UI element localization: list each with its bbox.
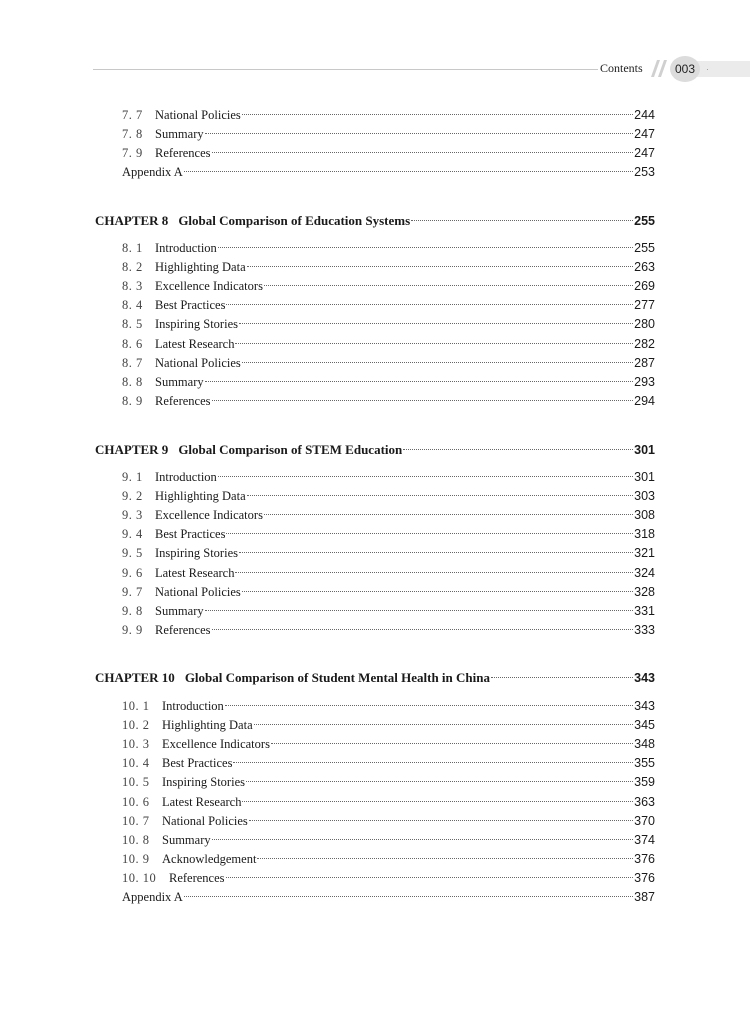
page-number: 345	[634, 718, 655, 733]
page-number: 244	[634, 108, 655, 122]
section-title: Inspiring Stories	[155, 317, 238, 332]
section-number: 10. 1	[122, 699, 150, 713]
toc-entry[interactable]	[0, 144, 750, 163]
page-number: 303	[634, 489, 655, 504]
section-title: Summary	[155, 603, 204, 618]
page-number: 376	[634, 851, 655, 866]
section-number: 10. 2	[122, 718, 150, 733]
dot-leader	[184, 171, 633, 172]
section-number: 8. 7	[122, 355, 143, 370]
section-title: National Policies	[162, 813, 248, 828]
section-number: 10. 10	[122, 870, 157, 885]
page-number: 308	[634, 508, 655, 523]
page-number: 293	[634, 374, 655, 389]
section-number: 7. 7	[122, 108, 143, 122]
toc-entry[interactable]	[0, 869, 750, 888]
section-title: Best Practices	[155, 298, 226, 313]
dot-leader	[205, 381, 634, 382]
dot-leader	[226, 877, 634, 878]
toc-entry-appendix[interactable]	[0, 163, 750, 182]
dot-leader	[212, 400, 634, 401]
toc-entry[interactable]	[0, 754, 750, 773]
page-number: 363	[634, 794, 655, 809]
toc-entry[interactable]	[0, 335, 750, 354]
section-title: Excellence Indicators	[162, 737, 270, 752]
page-number: 247	[634, 127, 655, 141]
chapter-title: Global Comparison of Student Mental Health in China	[184, 670, 490, 685]
toc-entry[interactable]	[0, 239, 750, 258]
dot-leader	[205, 610, 634, 611]
section-title: Best Practices	[162, 756, 233, 771]
dot-leader	[242, 591, 633, 592]
dot-leader	[264, 514, 633, 515]
section-number: 9. 3	[122, 508, 143, 523]
toc-entry[interactable]	[0, 506, 750, 525]
dot-leader	[264, 285, 633, 286]
dot-leader	[242, 362, 633, 363]
toc-entry[interactable]	[0, 602, 750, 621]
toc-entry[interactable]	[0, 487, 750, 506]
toc-chapter-heading[interactable]	[0, 440, 750, 459]
section-title: Inspiring Stories	[162, 775, 245, 790]
page-number: 287	[634, 355, 655, 370]
section-number: 9. 2	[122, 489, 143, 504]
page-number: 328	[634, 584, 655, 599]
toc-entry[interactable]	[0, 850, 750, 869]
page-header	[0, 0, 750, 90]
dot-leader	[239, 552, 633, 553]
section-number: 10. 5	[122, 775, 150, 790]
appendix-title: Appendix A	[122, 165, 183, 179]
toc-entry[interactable]	[0, 106, 750, 125]
page-number: 333	[634, 622, 655, 637]
section-number: 10. 4	[122, 756, 150, 771]
toc-entry[interactable]	[0, 583, 750, 602]
page-number: 359	[634, 775, 655, 790]
toc-entry[interactable]	[0, 716, 750, 735]
dot-leader	[184, 896, 633, 897]
page-number: 348	[634, 737, 655, 752]
section-number: 9. 5	[122, 546, 143, 561]
toc-entry[interactable]	[0, 125, 750, 144]
dot-leader	[242, 801, 633, 802]
section-title: References	[155, 146, 211, 160]
section-title: Excellence Indicators	[155, 279, 263, 294]
dot-leader	[212, 839, 634, 840]
dot-leader	[212, 629, 634, 630]
slash-decoration-icon	[651, 60, 667, 77]
toc-entry[interactable]	[0, 468, 750, 487]
page-number: 331	[634, 603, 655, 618]
page-number: 370	[634, 813, 655, 828]
page-number: 282	[634, 336, 655, 351]
page-number: 255	[634, 241, 655, 255]
header-band-mark: ·	[706, 64, 709, 74]
toc-entry[interactable]	[0, 812, 750, 831]
page-number: 263	[634, 260, 655, 275]
dot-leader	[411, 220, 633, 221]
section-number: 7. 8	[122, 127, 143, 141]
section-number: 8. 8	[122, 374, 143, 389]
section-title: Introduction	[155, 470, 217, 484]
chapter-label: CHAPTER 9	[95, 442, 169, 457]
page-number: 374	[634, 832, 655, 847]
section-number: 8. 4	[122, 298, 143, 313]
section-title: National Policies	[155, 584, 241, 599]
section-number: 9. 8	[122, 603, 143, 618]
dot-leader	[218, 476, 633, 477]
dot-leader	[247, 266, 634, 267]
section-title: Highlighting Data	[155, 260, 246, 275]
chapter-label: CHAPTER 10	[95, 670, 175, 685]
page-number: 253	[634, 165, 655, 179]
page-number: 376	[634, 870, 655, 885]
chapter-title: Global Comparison of Education Systems	[178, 213, 411, 228]
page-number-badge: 003	[670, 56, 700, 82]
toc-chapter-heading[interactable]	[0, 668, 750, 687]
toc-entry[interactable]	[0, 525, 750, 544]
toc-entry[interactable]	[0, 296, 750, 315]
section-number: 9. 9	[122, 622, 143, 637]
section-number: 10. 9	[122, 851, 150, 866]
section-title: References	[169, 870, 225, 885]
page-number: 280	[634, 317, 655, 332]
dot-leader	[239, 323, 633, 324]
page-number: 318	[634, 527, 655, 542]
dot-leader	[254, 724, 634, 725]
page-number: 247	[634, 146, 655, 160]
section-number: 8. 6	[122, 336, 143, 351]
page-number: 387	[634, 890, 655, 904]
section-title: Summary	[155, 374, 204, 389]
toc-entry[interactable]	[0, 373, 750, 392]
section-title: Inspiring Stories	[155, 546, 238, 561]
page-number: 321	[634, 546, 655, 561]
section-number: 9. 6	[122, 565, 143, 580]
page-number: 277	[634, 298, 655, 313]
page-number: 343	[634, 699, 655, 713]
dot-leader	[403, 449, 633, 450]
dot-leader	[246, 781, 633, 782]
dot-leader	[249, 820, 633, 821]
section-number: 9. 4	[122, 527, 143, 542]
page-number: 301	[634, 470, 655, 484]
header-section-title: Contents	[600, 61, 643, 75]
toc-entry[interactable]	[0, 793, 750, 812]
page-number: 343	[634, 671, 655, 685]
section-title: References	[155, 393, 211, 408]
section-number: 9. 1	[122, 470, 143, 484]
section-title: References	[155, 622, 211, 637]
page-number: 269	[634, 279, 655, 294]
section-title: Latest Research	[155, 565, 235, 580]
toc-entry[interactable]	[0, 697, 750, 716]
section-title: Latest Research	[155, 336, 235, 351]
section-title: Acknowledgement	[162, 851, 257, 866]
toc-entry[interactable]	[0, 544, 750, 563]
dot-leader	[225, 705, 633, 706]
dot-leader	[491, 677, 633, 678]
dot-leader	[242, 114, 633, 115]
dot-leader	[233, 762, 633, 763]
toc-entry[interactable]	[0, 564, 750, 583]
section-number: 8. 1	[122, 241, 143, 255]
toc-entry[interactable]	[0, 258, 750, 277]
section-number: 10. 7	[122, 813, 150, 828]
dot-leader	[226, 304, 633, 305]
section-number: 9. 7	[122, 584, 143, 599]
section-title: Latest Research	[162, 794, 242, 809]
section-title: Summary	[155, 127, 204, 141]
toc-entry[interactable]	[0, 392, 750, 411]
toc-entry-appendix[interactable]	[0, 888, 750, 907]
toc-entry[interactable]	[0, 277, 750, 296]
section-number: 10. 6	[122, 794, 150, 809]
page-number: 294	[634, 393, 655, 408]
section-title: Highlighting Data	[155, 489, 246, 504]
toc-chapter-heading[interactable]	[0, 211, 750, 230]
section-number: 8. 9	[122, 393, 143, 408]
dot-leader	[205, 133, 634, 134]
section-title: Best Practices	[155, 527, 226, 542]
dot-leader	[235, 343, 633, 344]
section-number: 8. 5	[122, 317, 143, 332]
section-number: 10. 3	[122, 737, 150, 752]
dot-leader	[257, 858, 633, 859]
toc-entry[interactable]	[0, 773, 750, 792]
dot-leader	[271, 743, 633, 744]
toc-entry[interactable]	[0, 315, 750, 334]
toc-entry[interactable]	[0, 735, 750, 754]
section-title: Highlighting Data	[162, 718, 253, 733]
chapter-title: Global Comparison of STEM Education	[178, 442, 403, 457]
section-number: 8. 3	[122, 279, 143, 294]
toc-entry[interactable]	[0, 354, 750, 373]
toc-entry[interactable]	[0, 831, 750, 850]
chapter-label: CHAPTER 8	[95, 213, 169, 228]
page-number: 324	[634, 565, 655, 580]
section-title: Introduction	[155, 241, 217, 255]
page-number: 355	[634, 756, 655, 771]
dot-leader	[218, 247, 633, 248]
section-number: 7. 9	[122, 146, 143, 160]
section-title: National Policies	[155, 108, 241, 122]
dot-leader	[226, 533, 633, 534]
dot-leader	[247, 495, 634, 496]
dot-leader	[212, 152, 634, 153]
section-number: 8. 2	[122, 260, 143, 275]
section-title: Summary	[162, 832, 211, 847]
section-title: Introduction	[162, 699, 224, 713]
page-number: 301	[634, 443, 655, 457]
header-rule	[93, 69, 598, 70]
dot-leader	[235, 572, 633, 573]
appendix-title: Appendix A	[122, 890, 183, 904]
page-number: 255	[634, 214, 655, 228]
toc-entry[interactable]	[0, 621, 750, 640]
section-title: National Policies	[155, 355, 241, 370]
section-title: Excellence Indicators	[155, 508, 263, 523]
section-number: 10. 8	[122, 832, 150, 847]
